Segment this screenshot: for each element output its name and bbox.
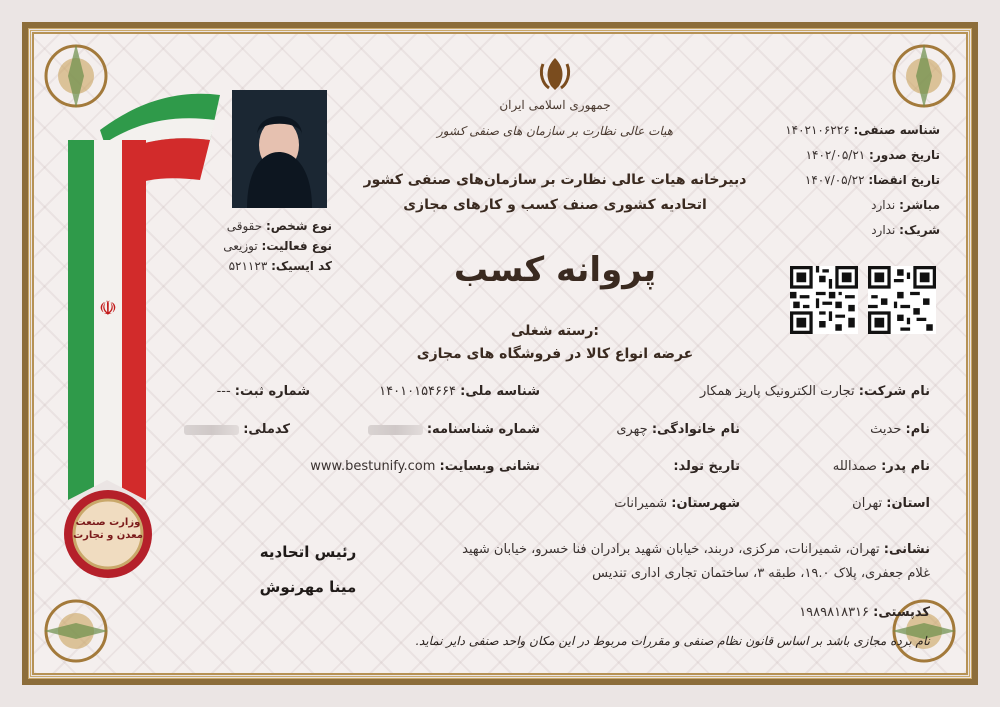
isic-row (200, 256, 332, 276)
website-row (300, 459, 540, 474)
father-row (760, 459, 930, 474)
id-no-row (360, 422, 540, 437)
issue-date-row (780, 143, 940, 168)
partner-value: ندارد (871, 223, 896, 237)
postal-row (730, 605, 930, 620)
corner-ornament-top-right (884, 36, 964, 116)
manager-value: ندارد (871, 198, 896, 212)
person-type-row (200, 216, 332, 236)
address-line-1-row (420, 538, 930, 562)
national-code-redacted (184, 425, 239, 435)
city-value: شمیرانات (614, 496, 668, 511)
city-label: شهرستان: (671, 496, 740, 511)
company-row (660, 384, 930, 399)
qr-code-left[interactable] (790, 266, 858, 334)
expiry-date-value: ۱۴۰۷/۰۵/۲۲ (804, 173, 865, 187)
national-id-label: شناسه ملی: (460, 384, 540, 399)
partner-label: شریک: (899, 223, 940, 237)
city-row (580, 496, 740, 511)
family-row (580, 422, 740, 437)
iran-emblem-icon (537, 54, 573, 94)
postal-value: ۱۹۸۹۸۱۸۳۱۶ (799, 605, 870, 620)
expiry-date-label: تاریخ انقضا: (868, 173, 940, 187)
board-calligraphy: هیات عالی نظارت بر سازمان های صنفی کشور (436, 124, 674, 138)
union-title: اتحادیه کشوری صنف کسب و کارهای مجازی (403, 197, 707, 213)
signature-role: رئیس اتحادیه (259, 543, 357, 561)
guild-id-value: ۱۴۰۲۱۰۶۲۲۶ (785, 123, 850, 137)
national-code-row (190, 422, 290, 437)
guild-id-row (780, 118, 940, 143)
footer-note: نام برده مجازی باشد بر اساس قانون نظام صنفی و مقررات مربوط در این مکان واحد صنفی دایر نماید. (415, 634, 930, 648)
name-row (760, 422, 930, 437)
province-value: تهران (852, 496, 883, 511)
father-label: نام پدر: (881, 459, 930, 474)
activity-type-row (200, 236, 332, 256)
qr-code-right[interactable] (868, 266, 936, 334)
applicant-photo (232, 90, 327, 208)
family-label: نام خانوادگی: (651, 422, 740, 437)
website-label: نشانی وبسایت: (439, 459, 540, 474)
family-value: چهری (616, 422, 648, 437)
person-type-label: نوع شخص: (265, 219, 332, 233)
address-label: نشانی: (883, 542, 930, 557)
birth-row (600, 459, 740, 474)
address-line-2: غلام جعفری، پلاک ۱۹.۰، طبقه ۳، ساختمان تجاری اداری تندیس (592, 566, 930, 581)
national-code-label: کدملی: (243, 422, 290, 437)
isic-label: کد ایسیک: (271, 259, 332, 273)
category-label: رسته شغلی: (510, 323, 600, 339)
secretariat-title: دبیرخانه هیات عالی نظارت بر سازمان‌های صنفی کشور (363, 172, 747, 188)
seal-text: وزارت صنعت معدن و تجارت (73, 517, 143, 541)
partner-row (780, 218, 940, 243)
isic-value: ۵۲۱۱۲۳ (228, 259, 268, 273)
ids-block (780, 118, 940, 243)
name-value: حدیث (870, 422, 902, 437)
person-info-box (200, 216, 332, 276)
province-label: استان: (886, 496, 930, 511)
category-value: عرضه انواع کالا در فروشگاه های مجازی (416, 346, 694, 362)
manager-label: مباشر: (899, 198, 940, 212)
flag-ribbon (60, 80, 230, 510)
person-type-value: حقوقی (226, 219, 263, 233)
company-label: نام شرکت: (858, 384, 930, 399)
id-no-redacted (368, 425, 423, 435)
activity-type-value: توزیعی (223, 239, 258, 253)
issue-date-value: ۱۴۰۲/۰۵/۲۱ (805, 148, 866, 162)
province-row (780, 496, 930, 511)
reg-no-label: شماره ثبت: (234, 384, 310, 399)
birth-label: تاریخ تولد: (673, 459, 740, 474)
activity-type-label: نوع فعالیت: (261, 239, 332, 253)
manager-row (780, 193, 940, 218)
postal-label: کدپستی: (873, 605, 930, 620)
address-block (420, 538, 930, 586)
national-id-row (370, 384, 540, 399)
company-value: تجارت الکترونیک پاریز همکار (700, 384, 855, 399)
address-line-1: تهران، شمیرانات، مرکزی، دربند، خیابان شهید برادران فنا خسرو، خیابان شهید (462, 542, 880, 557)
father-value: صمدالله (832, 459, 877, 474)
expiry-date-row (780, 168, 940, 193)
svg-text:☫: ☫ (99, 296, 117, 320)
guild-id-label: شناسه صنفی: (853, 123, 940, 137)
website-value[interactable]: www.bestunify.com (310, 459, 436, 474)
signature-name: مینا مهرنوش (259, 578, 357, 596)
reg-no-row (210, 384, 310, 399)
id-no-label: شماره شناسنامه: (426, 422, 540, 437)
name-label: نام: (905, 422, 930, 437)
license-title: پروانه کسب (453, 250, 657, 290)
corner-ornament-bottom-left (36, 591, 116, 671)
republic-label: جمهوری اسلامی ایران (499, 98, 611, 112)
issue-date-label: تاریخ صدور: (869, 148, 940, 162)
national-id-value: ۱۴۰۱۰۱۵۴۶۶۴ (379, 384, 456, 399)
corner-ornament-bottom-right (884, 591, 964, 671)
reg-no-value: --- (216, 384, 231, 399)
